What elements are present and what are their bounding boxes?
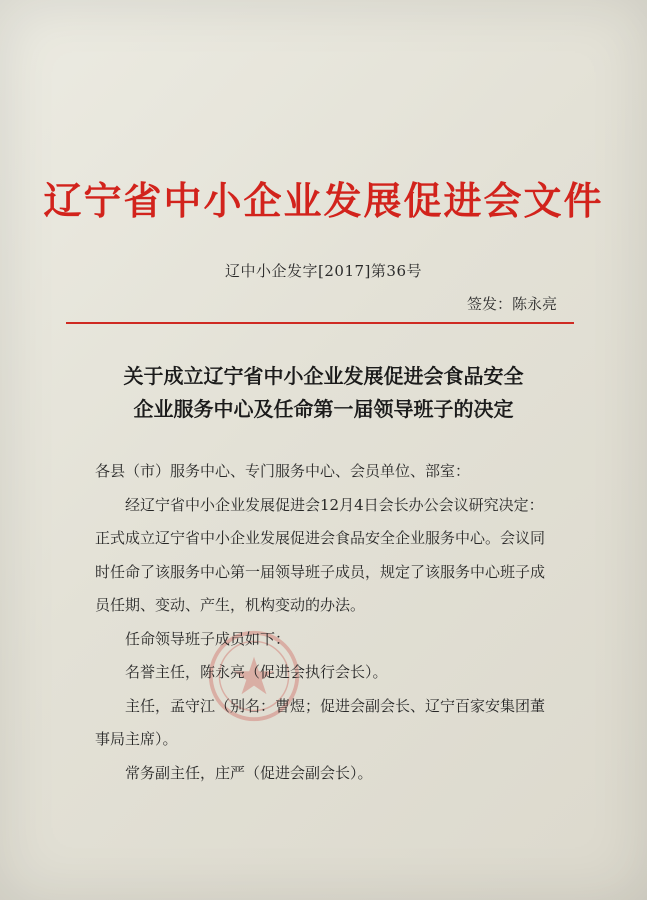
red-divider-rule — [66, 322, 574, 324]
appointment-item: 主任，孟守江（别名：曹煜；促进会副会长、辽宁百家安集团董事局主席）。 — [95, 696, 546, 748]
document-masthead: 辽宁省中小企业发展促进会文件 — [43, 179, 604, 223]
appointment-item: 常务副主任，庄严（促进会副会长）。 — [125, 763, 373, 782]
document-signer: 签发：陈永亮 — [466, 295, 557, 313]
document-number: 辽中小企发字[2017]第36号 — [225, 262, 422, 280]
document-title-line-1: 关于成立辽宁省中小企业发展促进会食品安全 — [123, 364, 524, 388]
document-title — [0, 360, 647, 426]
appointments-intro: 任命领导班子成员如下： — [125, 629, 291, 648]
document-body — [95, 455, 548, 790]
body-paragraph: 经辽宁省中小企业发展促进会12月4日会长办公会议研究决定：正式成立辽宁省中小企业发展促进会食品安全企业服务中心。会议同时任命了该服务中心第一届领导班子成员，规定了该服务中心班子成员任期、变动、产生，机构变动的办法。 — [95, 495, 546, 614]
document-title-line-2: 企业服务中心及任命第一届领导班子的决定 — [133, 397, 514, 421]
salutation: 各县（市）服务中心、专门服务中心、会员单位、部室： — [95, 462, 471, 480]
appointment-item: 名誉主任，陈永亮（促进会执行会长）。 — [125, 663, 388, 681]
